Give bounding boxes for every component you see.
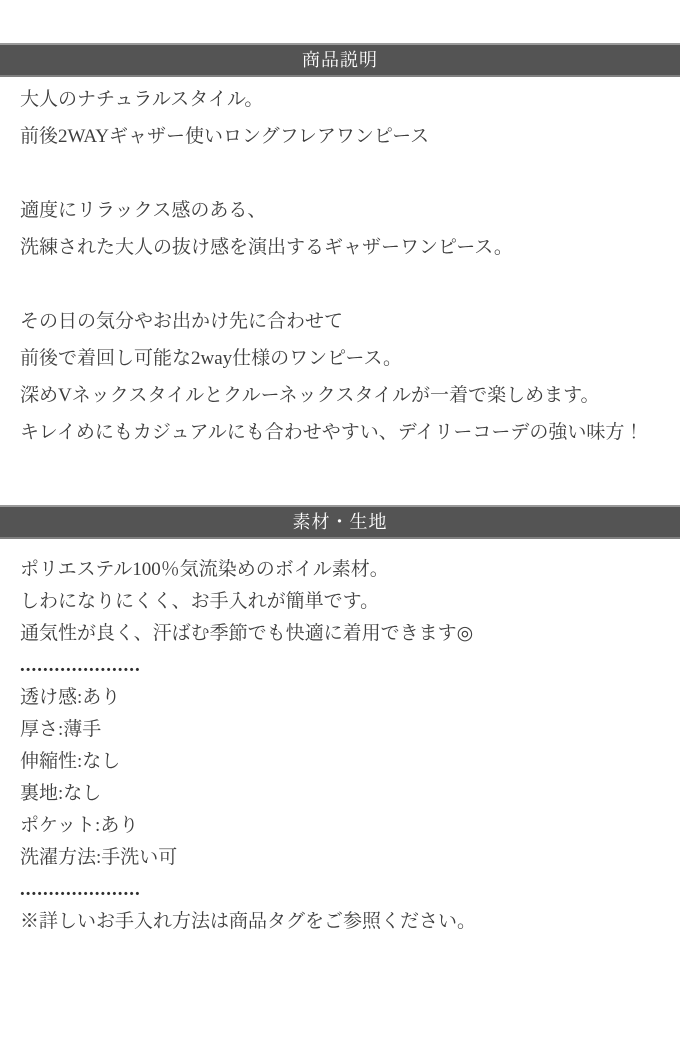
dotted-divider: ..................... [20,879,141,900]
section-header-material-fabric [0,505,680,539]
spec-line-stretch: 伸縮性:なし [20,751,121,772]
description-line: 深めVネックスタイルとクルーネックスタイルが一着で楽しめます。 [20,385,600,406]
material-line: 通気性が良く、汗ばむ季節でも快適に着用できます◎ [20,623,474,644]
material-line: しわになりにくく、お手入れが簡単です。 [20,591,380,612]
material-fabric-body [0,539,680,938]
material-line: ポリエステル100％気流染めのボイル素材。 [20,559,389,580]
description-line: 大人のナチュラルスタイル。 [20,89,264,110]
spec-line-sheerness: 透け感:あり [20,687,121,708]
description-paragraph [20,192,666,266]
product-description-body [0,77,680,451]
spec-line-lining: 裏地:なし [20,783,102,804]
care-note-line: ※詳しいお手入れ方法は商品タグをご参照ください。 [20,911,477,932]
description-line: 前後で着回し可能な2way仕様のワンピース。 [20,348,403,369]
section-title-material-fabric: 素材・生地 [292,512,388,532]
description-paragraph [20,81,666,155]
dotted-divider: ..................... [20,655,141,676]
description-line: 洗練された大人の抜け感を演出するギャザーワンピース。 [20,237,513,258]
description-line: その日の気分やお出かけ先に合わせて [20,311,344,332]
description-line: キレイめにもカジュアルにも合わせやすい、デイリーコーデの強い味方！ [20,422,644,443]
description-line: 適度にリラックス感のある、 [20,200,267,221]
product-description-page [0,43,680,1046]
spec-line-thickness: 厚さ:薄手 [20,719,102,740]
description-paragraph [20,303,666,451]
section-header-product-description [0,43,680,77]
spec-line-washing: 洗濯方法:手洗い可 [20,847,178,868]
section-title-product-description: 商品説明 [302,50,378,70]
spec-line-pocket: ポケット:あり [20,815,139,836]
description-line: 前後2WAYギャザー使いロングフレアワンピース [20,126,430,147]
